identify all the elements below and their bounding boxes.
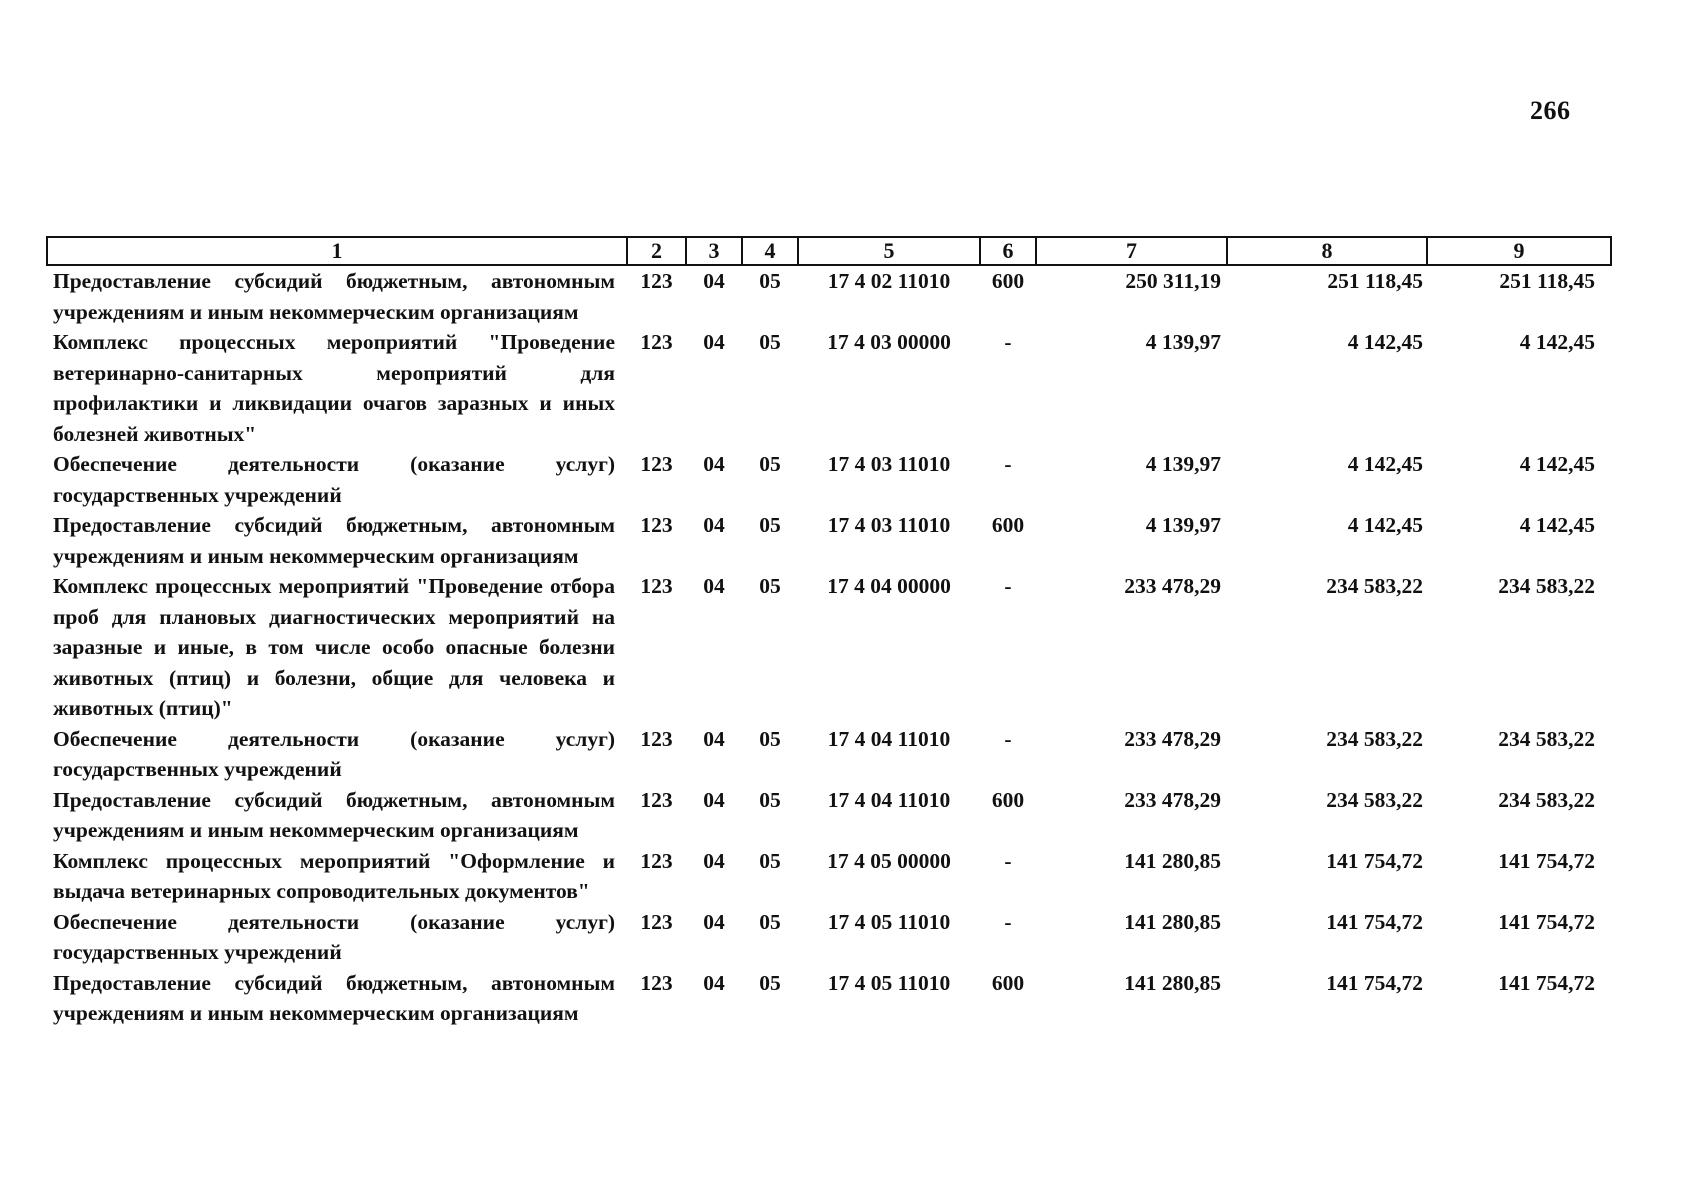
- code-expense-type-cell: 600: [991, 513, 1025, 537]
- amount-year-1-cell: 141 280,85: [1124, 909, 1221, 934]
- code-section-cell: 04: [703, 574, 725, 598]
- code-expense-type-cell: -: [1004, 452, 1012, 476]
- code-section-cell: 04: [703, 909, 725, 934]
- amount-year-1-cell: 4 139,97: [1145, 452, 1221, 476]
- code-subsection-cell: 05: [759, 726, 781, 751]
- amount-year-2-cell: 4 142,45: [1347, 452, 1423, 476]
- amount-year-1-cell: 141 280,85: [1124, 848, 1221, 873]
- column-header-7: 7: [1036, 237, 1227, 265]
- item-name-cell: Предоставление субсидий бюджетным, автономным учреждениям и иным некоммерческим организациям: [53, 269, 615, 324]
- code-expense-type-cell: -: [1004, 574, 1012, 598]
- item-name-cell: Предоставление субсидий бюджетным, автономным учреждениям и иным некоммерческим организациям: [53, 970, 615, 1025]
- budget-table: [46, 236, 1612, 1029]
- code-section-cell: 04: [703, 726, 725, 751]
- amount-year-3-cell: 234 583,22: [1498, 726, 1595, 751]
- amount-year-2-cell: 141 754,72: [1326, 848, 1423, 873]
- table-row: [47, 327, 1611, 449]
- item-name-cell: Обеспечение деятельности (оказание услуг) государственных учреждений: [53, 452, 615, 507]
- amount-year-1-cell: 4 139,97: [1145, 330, 1221, 354]
- code-expense-type-cell: -: [1004, 909, 1012, 934]
- amount-year-2-cell: 141 754,72: [1326, 970, 1423, 995]
- amount-year-1-cell: 4 139,97: [1145, 513, 1221, 537]
- item-name-cell: Комплекс процессных мероприятий "Проведение отбора проб для плановых диагностических мероприятий на заразные и иные, в том числе особо опасные болезни животных (птиц) и болезни, общие для человека и животных (птиц)": [53, 574, 615, 720]
- code-target-article-cell: 17 4 05 11010: [827, 909, 951, 934]
- page-number: 266: [1530, 96, 1571, 125]
- code-section-cell: 04: [703, 970, 725, 995]
- code-subsection-cell: 05: [759, 574, 781, 598]
- code-target-article-cell: 17 4 04 11010: [827, 787, 951, 812]
- column-header-2: 2: [627, 237, 686, 265]
- table-row: [47, 265, 1611, 327]
- amount-year-2-cell: 234 583,22: [1326, 787, 1423, 812]
- amount-year-2-cell: 251 118,45: [1327, 269, 1423, 293]
- item-name-cell: Предоставление субсидий бюджетным, автономным учреждениям и иным некоммерческим организациям: [53, 787, 615, 842]
- code-target-article-cell: 17 4 02 11010: [827, 269, 951, 293]
- code-subsection-cell: 05: [759, 970, 781, 995]
- code-target-article-cell: 17 4 05 11010: [827, 970, 951, 995]
- item-name-cell: Обеспечение деятельности (оказание услуг) государственных учреждений: [53, 909, 615, 964]
- column-header-1: 1: [47, 237, 627, 265]
- code-grbs-cell: 123: [640, 909, 673, 934]
- column-header-9: 9: [1427, 237, 1611, 265]
- table-row: [47, 785, 1611, 846]
- table-row: [47, 846, 1611, 907]
- table-row: [47, 968, 1611, 1029]
- amount-year-3-cell: 141 754,72: [1498, 848, 1595, 873]
- code-subsection-cell: 05: [759, 787, 781, 812]
- amount-year-3-cell: 4 142,45: [1519, 452, 1595, 476]
- amount-year-3-cell: 141 754,72: [1498, 909, 1595, 934]
- amount-year-2-cell: 234 583,22: [1326, 574, 1423, 598]
- code-grbs-cell: 123: [640, 848, 673, 873]
- column-header-4: 4: [742, 237, 798, 265]
- amount-year-1-cell: 141 280,85: [1124, 970, 1221, 995]
- code-subsection-cell: 05: [759, 330, 781, 354]
- code-target-article-cell: 17 4 03 00000: [827, 330, 951, 354]
- code-target-article-cell: 17 4 03 11010: [827, 513, 951, 537]
- amount-year-2-cell: 234 583,22: [1326, 726, 1423, 751]
- code-subsection-cell: 05: [759, 452, 781, 476]
- item-name-cell: Обеспечение деятельности (оказание услуг) государственных учреждений: [53, 726, 615, 781]
- code-section-cell: 04: [703, 513, 725, 537]
- amount-year-3-cell: 4 142,45: [1519, 330, 1595, 354]
- table-body: [47, 265, 1611, 1029]
- column-header-8: 8: [1227, 237, 1427, 265]
- code-expense-type-cell: 600: [991, 269, 1025, 293]
- column-header-5: 5: [798, 237, 980, 265]
- amount-year-1-cell: 233 478,29: [1124, 574, 1221, 598]
- amount-year-1-cell: 233 478,29: [1124, 787, 1221, 812]
- amount-year-3-cell: 251 118,45: [1499, 269, 1595, 293]
- code-expense-type-cell: 600: [991, 970, 1025, 995]
- code-grbs-cell: 123: [640, 574, 673, 598]
- code-expense-type-cell: 600: [991, 787, 1025, 812]
- code-target-article-cell: 17 4 04 00000: [827, 574, 951, 598]
- item-name-cell: Комплекс процессных мероприятий "Проведение ветеринарно-санитарных мероприятий для профилактики и ликвидации очагов заразных и иных болезней животных": [53, 330, 615, 446]
- table-row: [47, 449, 1611, 510]
- code-subsection-cell: 05: [759, 269, 781, 293]
- code-grbs-cell: 123: [640, 787, 673, 812]
- code-grbs-cell: 123: [640, 726, 673, 751]
- code-grbs-cell: 123: [640, 513, 673, 537]
- code-subsection-cell: 05: [759, 909, 781, 934]
- column-header-6: 6: [980, 237, 1036, 265]
- code-section-cell: 04: [703, 330, 725, 354]
- code-expense-type-cell: -: [1004, 330, 1012, 354]
- code-subsection-cell: 05: [759, 513, 781, 537]
- code-expense-type-cell: -: [1004, 726, 1012, 751]
- table-header: [47, 237, 1611, 265]
- amount-year-2-cell: 4 142,45: [1347, 513, 1423, 537]
- table-row: [47, 724, 1611, 785]
- code-grbs-cell: 123: [640, 269, 673, 293]
- code-section-cell: 04: [703, 787, 725, 812]
- column-header-3: 3: [686, 237, 742, 265]
- amount-year-2-cell: 4 142,45: [1347, 330, 1423, 354]
- code-section-cell: 04: [703, 269, 725, 293]
- code-section-cell: 04: [703, 452, 725, 476]
- item-name-cell: Комплекс процессных мероприятий "Оформление и выдача ветеринарных сопроводительных документов": [53, 848, 615, 903]
- amount-year-3-cell: 234 583,22: [1498, 787, 1595, 812]
- code-target-article-cell: 17 4 04 11010: [827, 726, 951, 751]
- amount-year-1-cell: 250 311,19: [1125, 269, 1221, 293]
- code-target-article-cell: 17 4 03 11010: [827, 452, 951, 476]
- item-name-cell: Предоставление субсидий бюджетным, автономным учреждениям и иным некоммерческим организациям: [53, 513, 615, 568]
- code-grbs-cell: 123: [640, 452, 673, 476]
- amount-year-3-cell: 4 142,45: [1519, 513, 1595, 537]
- amount-year-3-cell: 141 754,72: [1498, 970, 1595, 995]
- table-row: [47, 510, 1611, 571]
- table-row: [47, 571, 1611, 724]
- amount-year-3-cell: 234 583,22: [1498, 574, 1595, 598]
- amount-year-1-cell: 233 478,29: [1124, 726, 1221, 751]
- code-grbs-cell: 123: [640, 330, 673, 354]
- code-target-article-cell: 17 4 05 00000: [827, 848, 951, 873]
- code-subsection-cell: 05: [759, 848, 781, 873]
- code-section-cell: 04: [703, 848, 725, 873]
- table-row: [47, 907, 1611, 968]
- code-grbs-cell: 123: [640, 970, 673, 995]
- amount-year-2-cell: 141 754,72: [1326, 909, 1423, 934]
- table-header-row: [47, 237, 1611, 265]
- code-expense-type-cell: -: [1004, 848, 1012, 873]
